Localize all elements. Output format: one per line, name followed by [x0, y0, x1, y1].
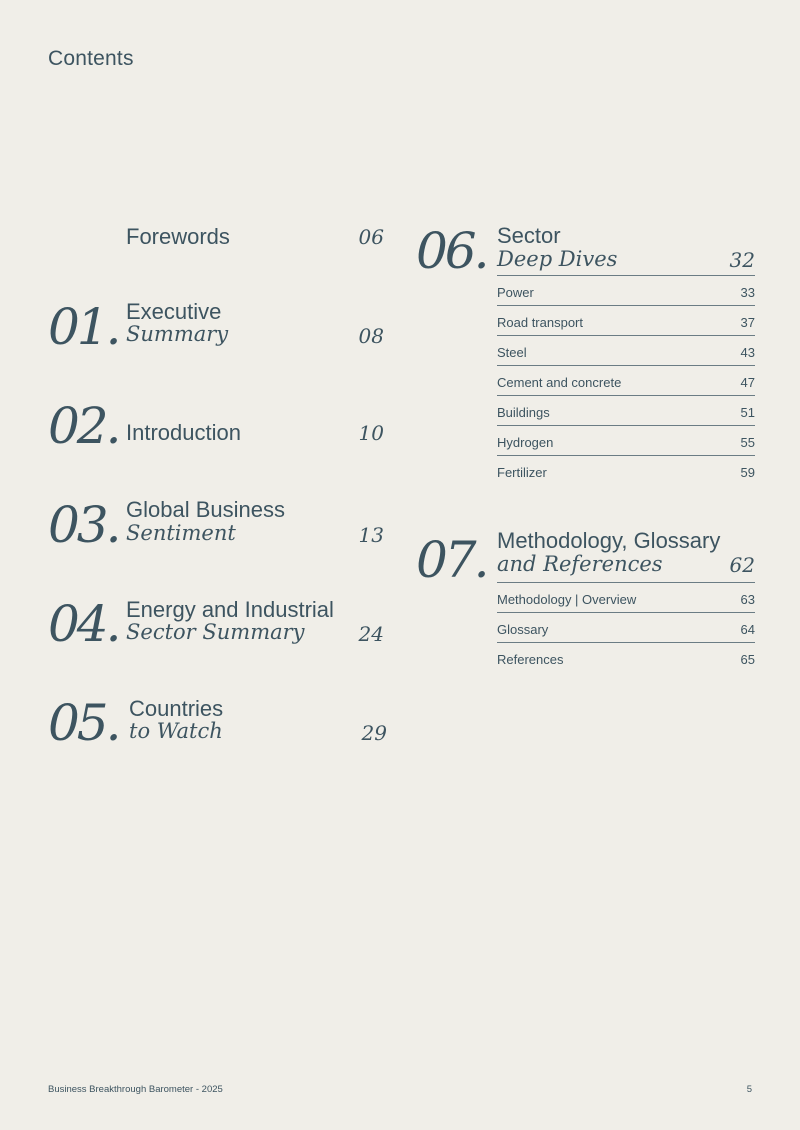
sub-item-page: 37 — [740, 314, 755, 330]
sub-item-page: 47 — [740, 374, 755, 390]
divider — [497, 395, 755, 396]
sub-item-page: 51 — [740, 404, 755, 420]
entry-title: Methodology, Glossary — [497, 528, 721, 553]
sub-item-page: 65 — [740, 651, 755, 667]
entry-subtitle: to Watch — [129, 719, 223, 743]
divider — [497, 642, 755, 643]
entry-number: 04. — [48, 595, 119, 653]
divider — [497, 455, 755, 456]
sub-item-label: Steel — [497, 344, 527, 360]
entry-title: Executive — [126, 299, 222, 324]
sub-item-label: Cement and concrete — [497, 374, 622, 390]
divider — [497, 612, 755, 613]
sub-item-references[interactable] — [497, 644, 755, 674]
sub-item-label: Methodology | Overview — [497, 591, 637, 607]
sub-item-cement-and-concrete[interactable] — [497, 367, 755, 397]
entry-title: Energy and Industrial — [126, 597, 334, 622]
divider — [497, 275, 755, 276]
entry-number: 02. — [48, 397, 119, 455]
entry-page: 24 — [358, 622, 384, 646]
footer-text: Business Breakthrough Barometer - 2025 — [48, 1084, 223, 1095]
sub-item-page: 55 — [740, 434, 755, 450]
sub-item-label: Road transport — [497, 314, 583, 330]
divider — [497, 305, 755, 306]
entry-subtitle: Sector Summary — [126, 620, 305, 644]
sub-item-steel[interactable] — [497, 337, 755, 367]
entry-title: Introduction — [126, 420, 241, 445]
page-title: Contents — [48, 47, 134, 70]
entry-page: 08 — [358, 324, 384, 348]
sub-item-road-transport[interactable] — [497, 307, 755, 337]
divider — [497, 335, 755, 336]
sub-item-label: Buildings — [497, 404, 550, 420]
entry-subtitle: Summary — [126, 322, 229, 346]
entry-subtitle: Sentiment — [126, 521, 236, 545]
sub-item-page: 64 — [740, 621, 755, 637]
sub-item-label: References — [497, 651, 564, 667]
entry-page: 13 — [358, 523, 384, 547]
sub-item-page: 43 — [740, 344, 755, 360]
divider — [497, 425, 755, 426]
entry-number: 01. — [48, 298, 119, 356]
entry-title: Countries — [129, 696, 224, 721]
sub-item-page: 59 — [740, 464, 755, 480]
entry-number: 07. — [416, 531, 487, 589]
footer-page-number: 5 — [746, 1084, 752, 1095]
entry-page: 06 — [358, 225, 384, 249]
sub-item-label: Power — [497, 284, 534, 300]
sub-item-buildings[interactable] — [497, 397, 755, 427]
sub-item-label: Fertilizer — [497, 464, 547, 480]
sub-item-label: Glossary — [497, 621, 549, 637]
entry-subtitle: Deep Dives — [497, 247, 618, 271]
sub-item-methodology-overview[interactable] — [497, 584, 755, 614]
entry-page: 10 — [358, 421, 384, 445]
entry-number: 05. — [48, 694, 119, 752]
entry-title: Global Business — [126, 497, 285, 522]
sub-item-glossary[interactable] — [497, 614, 755, 644]
sub-item-fertilizer[interactable] — [497, 457, 755, 487]
entry-number: 06. — [416, 222, 487, 280]
entry-title: Sector — [497, 223, 561, 248]
entry-subtitle: and References — [497, 552, 663, 576]
divider — [497, 365, 755, 366]
entry-page: 62 — [729, 553, 755, 577]
entry-number: 03. — [48, 496, 119, 554]
sub-item-hydrogen[interactable] — [497, 427, 755, 457]
sub-item-power[interactable] — [497, 277, 755, 307]
entry-title: Forewords — [126, 224, 230, 249]
sub-item-page: 63 — [740, 591, 755, 607]
entry-page: 32 — [729, 248, 755, 272]
entry-page: 29 — [361, 721, 387, 745]
divider — [497, 582, 755, 583]
sub-item-page: 33 — [740, 284, 755, 300]
sub-item-label: Hydrogen — [497, 434, 554, 450]
